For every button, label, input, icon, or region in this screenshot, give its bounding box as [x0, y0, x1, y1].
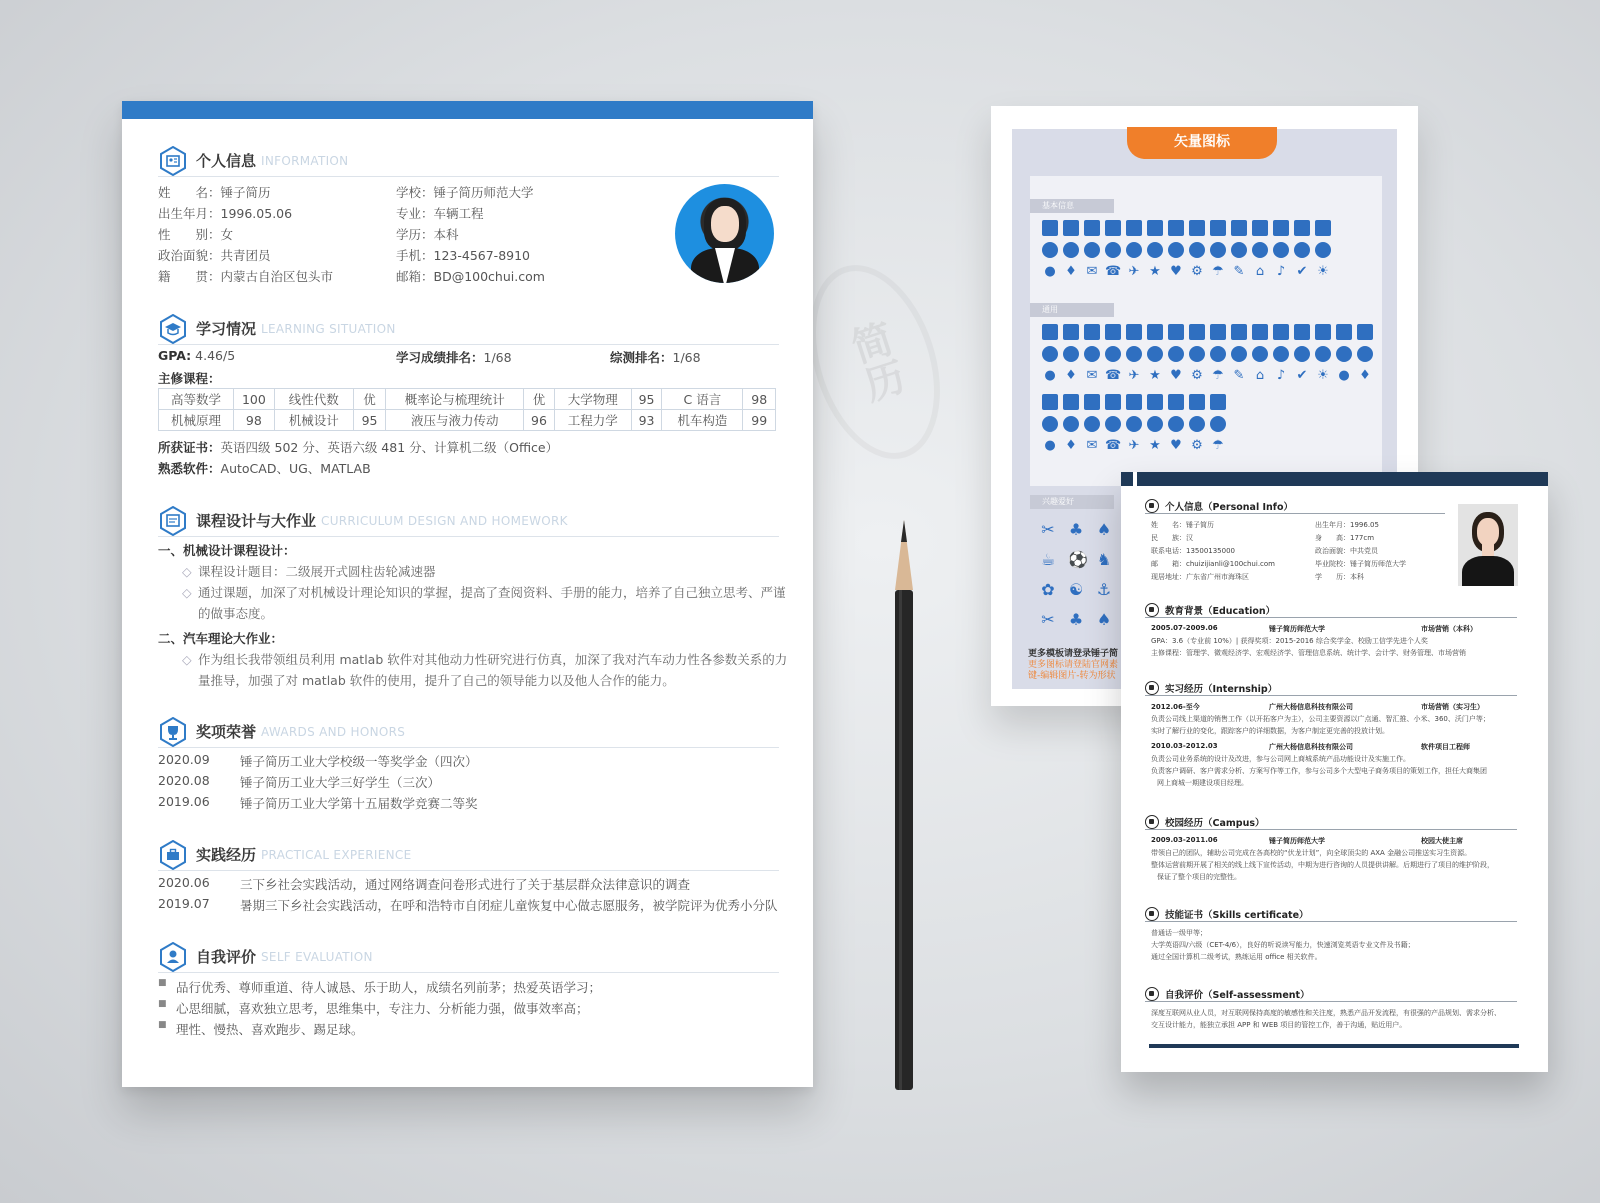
info-major: 专业：车辆工程: [396, 206, 484, 221]
square-bullet-icon: ■: [158, 1020, 167, 1030]
info-gender: 性 别：女: [158, 227, 234, 242]
rb-text: GPA：3.6（专业前 10%）| 获得奖项：2015-2016 综合奖学金、校励工信学先进个人奖: [1151, 637, 1428, 645]
rb-text: 大学英语四/六级（CET-4/6），良好的听说读写能力，快速浏览英语专业文件及书籍；: [1151, 941, 1415, 949]
vector-icon: [1168, 416, 1184, 432]
vector-icon: ☂: [1212, 438, 1224, 453]
vector-icon: ✎: [1233, 264, 1245, 279]
id-card-icon: [158, 146, 188, 176]
rb-text: 深度互联网从业人员，对互联网保持高度的敏感性和关注度，熟悉产品开发流程，有很强的产品规划、需求分析、: [1151, 1009, 1501, 1017]
vector-icon: ♦: [1065, 264, 1077, 279]
course-name: 机械原理: [159, 410, 234, 431]
vector-icon: ●: [1338, 368, 1350, 383]
vector-icon: [1147, 220, 1163, 236]
main-resume-page: [122, 101, 813, 1087]
icon-sheet-banner: 矢量图标: [1127, 127, 1277, 159]
hobby-icon: ♣: [1068, 520, 1084, 539]
vector-icon: [1126, 220, 1142, 236]
curriculum-bullet: 课程设计题目：二级展开式圆柱齿轮减速器: [198, 564, 436, 579]
vector-icon: [1336, 324, 1352, 340]
rb-info: 民 族：汉: [1151, 534, 1193, 542]
diamond-bullet-icon: ◇: [182, 652, 192, 667]
info-school: 学校：锤子简历师范大学: [396, 185, 534, 200]
vector-icon: ☀: [1317, 368, 1329, 383]
course-name: 高等数学: [159, 389, 234, 410]
rb-school: 锤子简历师范大学: [1269, 837, 1325, 845]
vector-icon: ✉: [1086, 264, 1098, 279]
vector-icon: ♥: [1170, 438, 1182, 453]
info-birth: 出生年月：1996.05.06: [158, 206, 293, 221]
vector-icon: ☂: [1212, 368, 1224, 383]
vector-icon: [1042, 324, 1058, 340]
vector-icon: [1231, 346, 1247, 362]
hobby-icon: ✿: [1041, 580, 1055, 599]
course-score: 98: [743, 389, 776, 410]
vector-icon: ✈: [1128, 264, 1140, 279]
rb-text: 带领自己的团队，辅助公司完成在各高校的“伏龙计划”，向全球顶尖的 AXA 金融公司推送实习生资源。: [1151, 849, 1472, 857]
award-date: 2020.08: [158, 773, 210, 788]
rb-info: 姓 名：锤子简历: [1151, 521, 1214, 529]
hobby-icon: ☯: [1068, 580, 1084, 599]
vector-icon: [1189, 242, 1205, 258]
vector-icon: ★: [1149, 438, 1161, 453]
section-subtitle: PRACTICAL EXPERIENCE: [261, 847, 412, 862]
info-politics: 政治面貌：共青团员: [158, 248, 271, 263]
vector-icon: [1294, 324, 1310, 340]
rb-role: 校园大使主席: [1421, 837, 1463, 845]
curriculum-heading-2: 二、汽车理论大作业：: [158, 631, 284, 646]
vector-icon: [1042, 346, 1058, 362]
practice-date: 2019.07: [158, 896, 210, 911]
rb-info: 政治面貌：中共党员: [1315, 547, 1378, 555]
rb-info: 学 历：本科: [1315, 573, 1364, 581]
hobby-icon: ♣: [1068, 610, 1084, 629]
rb-section-title: 校园经历（Campus）: [1165, 817, 1265, 829]
vector-icon: ●: [1044, 264, 1056, 279]
hobby-icon: ☕: [1040, 550, 1056, 569]
section-self-evaluation: [158, 941, 779, 973]
vector-icon: [1357, 324, 1373, 340]
vector-icon: ★: [1149, 368, 1161, 383]
vector-icon: [1210, 242, 1226, 258]
icon-sheet-footnote: 更多模板请登录锤子简 更多图标请登陆官网素 键-编辑图片-转为形状: [1028, 649, 1119, 681]
hobby-icon: ♞: [1096, 550, 1112, 569]
section-title: 自我评价: [196, 948, 257, 966]
section-subtitle: SELF EVALUATION: [261, 949, 373, 964]
rb-text: 负责客户调研、客户需求分析、方案写作等工作，参与公司多个大型电子商务项目的策划工作，担任大商集团: [1151, 767, 1487, 775]
hobby-icon: ✂: [1041, 520, 1055, 539]
rb-text: 负责公司业务系统的设计及改进，参与公司网上商城系统产品功能设计及实施工作。: [1151, 755, 1410, 763]
briefcase-icon: [158, 840, 188, 870]
vector-icon: [1084, 416, 1100, 432]
rb-info: 出生年月：1996.05: [1315, 521, 1379, 529]
vector-icon: [1168, 346, 1184, 362]
second-resume-page: [1121, 472, 1548, 1072]
square-bullet-icon: ■: [158, 999, 167, 1009]
course-name: 大学物理: [554, 389, 631, 410]
hobby-icon: ♠: [1096, 610, 1112, 629]
vector-icon: ☎: [1105, 438, 1122, 453]
course-name: 工程力学: [554, 410, 631, 431]
rb-date: 2012.06-至今: [1151, 703, 1200, 711]
course-score: 95: [353, 410, 385, 431]
course-name: 概率论与梳理统计: [386, 389, 524, 410]
rb-section-internship: [1145, 680, 1517, 696]
vector-icon: [1147, 242, 1163, 258]
course-score: 优: [524, 389, 554, 410]
info-degree: 学历：本科: [396, 227, 459, 242]
vector-icon: ♪: [1276, 368, 1286, 383]
table-row: [159, 389, 776, 410]
vector-icon: [1231, 242, 1247, 258]
user-icon: [158, 942, 188, 972]
vector-icon: [1273, 346, 1289, 362]
vector-icon: [1063, 242, 1079, 258]
vector-icon: [1336, 346, 1352, 362]
rb-text: 保证了整个项目的完整性。: [1157, 873, 1241, 881]
section-title: 奖项荣誉: [196, 723, 257, 741]
rb-info: 联系电话：13500135000: [1151, 547, 1235, 555]
info-hometown: 籍 贯：内蒙古自治区包头市: [158, 269, 334, 284]
practice-date: 2020.06: [158, 875, 210, 890]
vector-icon: [1189, 394, 1205, 410]
icon-group-label: 基本信息: [1030, 199, 1114, 213]
rb-date: 2009.03-2011.06: [1151, 836, 1218, 844]
course-score: 98: [234, 410, 275, 431]
vector-icon: ♥: [1170, 264, 1182, 279]
rb-info: 邮 箱：chuizijianli@100chui.com: [1151, 560, 1275, 568]
vector-icon: [1147, 416, 1163, 432]
vector-icon: [1063, 324, 1079, 340]
id-card-icon: [1145, 499, 1159, 513]
vector-icon: [1210, 346, 1226, 362]
vector-icon: ☎: [1105, 368, 1122, 383]
vector-icon: ✔: [1296, 368, 1308, 383]
vector-icon: [1294, 220, 1310, 236]
briefcase-icon: [1145, 681, 1159, 695]
curriculum-bullet-cont: 量推导，加强了对 matlab 软件的使用，提升了自己的领导能力以及他人合作的能力。: [198, 673, 675, 688]
rb-company: 广州大杨信息科技有限公司: [1269, 703, 1353, 711]
rb-section-campus: [1145, 814, 1517, 830]
diamond-bullet-icon: ◇: [182, 564, 192, 579]
vector-icon: [1063, 346, 1079, 362]
self-item: 品行优秀、尊师重道、待人诚恳、乐于助人，成绩名列前茅；热爱英语学习；: [176, 980, 602, 995]
vector-icon: [1105, 416, 1121, 432]
rb-section-self-assessment: [1145, 986, 1517, 1002]
info-email: 邮箱：BD@100chui.com: [396, 269, 545, 284]
rb-text: 网上商城一期建设项目经理。: [1157, 779, 1248, 787]
rb-school: 锤子简历师范大学: [1269, 625, 1325, 633]
hobby-icon: ⚓: [1096, 580, 1112, 599]
resume-b-bottom-bar: [1149, 1044, 1519, 1048]
square-bullet-icon: ■: [158, 978, 167, 988]
vector-icon: [1210, 394, 1226, 410]
self-item: 心思细腻，喜欢独立思考，思维集中，专注力、分析能力强，做事效率高；: [176, 1001, 589, 1016]
award-date: 2019.06: [158, 794, 210, 809]
rb-section-title: 个人信息（Personal Info）: [1165, 501, 1293, 513]
section-curriculum: [158, 505, 779, 537]
watermark-stamp: 简历: [787, 248, 963, 475]
section-title: 个人信息: [196, 152, 257, 170]
graduation-cap-icon: [158, 314, 188, 344]
course-score: 优: [353, 389, 385, 410]
vector-icon: [1315, 346, 1331, 362]
course-name: 液压与液力传动: [386, 410, 524, 431]
vector-icon: [1126, 324, 1142, 340]
vector-icon: [1252, 346, 1268, 362]
rank-line: 学习成绩排名：1/68: [396, 350, 512, 365]
rb-text: 普通话一级甲等；: [1151, 929, 1207, 937]
diamond-bullet-icon: ◇: [182, 585, 192, 600]
hobby-icon: ⚽: [1068, 550, 1088, 569]
curriculum-bullet: 作为组长我带领组员利用 matlab 软件对其他动力性研究进行仿真，加深了我对汽车动力性各参数关系的力: [198, 652, 788, 667]
section-study: [158, 313, 779, 345]
avatar: [1458, 504, 1518, 586]
vector-icon: [1126, 416, 1142, 432]
vector-icon: ⌂: [1255, 368, 1265, 383]
rb-section-title: 教育背景（Education）: [1165, 605, 1276, 617]
vector-icon: [1084, 346, 1100, 362]
globe-icon: [1145, 815, 1159, 829]
award-date: 2020.09: [158, 752, 210, 767]
section-subtitle: AWARDS AND HONORS: [261, 724, 406, 739]
tools-icon: [1145, 907, 1159, 921]
vector-icon: ⚙: [1191, 368, 1203, 383]
rb-text: 负责公司线上渠道的销售工作（以开拓客户为主），公司主要资源以广点通、智汇推、小米、360、沃门户等；: [1151, 715, 1490, 723]
section-title: 实践经历: [196, 846, 257, 864]
vector-icon: ♦: [1065, 438, 1077, 453]
section-subtitle: LEARNING SITUATION: [261, 321, 396, 336]
course-name: 线性代数: [274, 389, 353, 410]
vector-icon: [1189, 324, 1205, 340]
vector-icon: [1315, 242, 1331, 258]
vector-icon: ♦: [1065, 368, 1077, 383]
rb-info: 毕业院校：锤子简历师范大学: [1315, 560, 1406, 568]
software-line: 熟悉软件：AutoCAD、UG、MATLAB: [158, 461, 371, 476]
practice-text: 暑期三下乡社会实践活动，在呼和浩特市自闭症儿童恢复中心做志愿服务，被学院评为优秀小分队: [240, 898, 778, 913]
rb-role: 软件项目工程师: [1421, 743, 1470, 751]
vector-icon: ⚙: [1191, 264, 1203, 279]
course-name: 机车构造: [662, 410, 743, 431]
course-score: 96: [524, 410, 554, 431]
course-name: 机械设计: [274, 410, 353, 431]
vector-icon: [1147, 324, 1163, 340]
rb-company: 广州大杨信息科技有限公司: [1269, 743, 1353, 751]
rb-section-title: 实习经历（Internship）: [1165, 683, 1278, 695]
icon-panel: [1030, 176, 1382, 486]
icon-group-label: 兴趣爱好: [1030, 495, 1114, 509]
vector-icon: [1084, 220, 1100, 236]
vector-icon: ♦: [1359, 368, 1371, 383]
self-item: 理性、慢热、喜欢跑步、踢足球。: [176, 1022, 364, 1037]
resume-b-top-bar: [1121, 472, 1548, 486]
vector-icon: [1273, 324, 1289, 340]
vector-icon: [1105, 242, 1121, 258]
vector-icon: [1063, 220, 1079, 236]
vector-icon: [1042, 394, 1058, 410]
vector-icon: ✈: [1128, 368, 1140, 383]
resume-top-bar: [122, 101, 813, 119]
rb-section-personal: [1145, 498, 1445, 514]
vector-icon: [1168, 324, 1184, 340]
rb-info: 身 高：177cm: [1315, 534, 1375, 542]
vector-icon: [1315, 324, 1331, 340]
vector-icon: [1252, 242, 1268, 258]
vector-icon: ✉: [1086, 438, 1098, 453]
vector-icon: [1294, 346, 1310, 362]
practice-text: 三下乡社会实践活动，通过网络调查问卷形式进行了关于基层群众法律意识的调查: [240, 877, 691, 892]
course-score: 99: [743, 410, 776, 431]
vector-icon: [1063, 416, 1079, 432]
vector-icon: ✎: [1233, 368, 1245, 383]
vector-icon: [1189, 416, 1205, 432]
course-score: 93: [631, 410, 661, 431]
rb-date: 2005.07-2009.06: [1151, 624, 1218, 632]
section-subtitle: INFORMATION: [261, 153, 349, 168]
info-phone: 手机：123-4567-8910: [396, 248, 531, 263]
curriculum-bullet-cont: 的做事态度。: [198, 606, 274, 621]
vector-icon: ☂: [1212, 264, 1224, 279]
vector-icon: ☎: [1105, 264, 1122, 279]
vector-icon: [1084, 242, 1100, 258]
cert-line: 所获证书：英语四级 502 分、英语六级 481 分、计算机二级（Office）: [158, 440, 559, 455]
graduation-cap-icon: [1145, 603, 1159, 617]
vector-icon: [1042, 220, 1058, 236]
vector-icon: [1189, 220, 1205, 236]
vector-icon: [1231, 324, 1247, 340]
vector-icon: [1084, 394, 1100, 410]
document-icon: [158, 506, 188, 536]
rb-role: 市场营销（实习生）: [1421, 703, 1484, 711]
overall-rank-line: 综测排名：1/68: [610, 350, 701, 365]
rb-date: 2010.03-2012.03: [1151, 742, 1218, 750]
vector-icon: [1126, 242, 1142, 258]
rb-major: 市场营销（本科）: [1421, 625, 1477, 633]
rb-section-title: 自我评价（Self-assessment）: [1165, 989, 1310, 1001]
vector-icon: ♥: [1170, 368, 1182, 383]
course-score: 95: [631, 389, 661, 410]
vector-icon: [1210, 416, 1226, 432]
rb-text: 通过全国计算机二级考试，熟练运用 office 相关软件。: [1151, 953, 1322, 961]
vector-icon: [1168, 242, 1184, 258]
hobby-icon: ♠: [1096, 520, 1112, 539]
rb-section-skills: [1145, 906, 1517, 922]
vector-icon: [1231, 220, 1247, 236]
award-text: 锤子简历工业大学第十五届数学竞赛二等奖: [240, 796, 478, 811]
vector-icon: ●: [1044, 438, 1056, 453]
course-name: C 语言: [662, 389, 743, 410]
vector-icon: ♪: [1276, 264, 1286, 279]
vector-icon: [1210, 324, 1226, 340]
vector-icon: ✔: [1296, 264, 1308, 279]
section-personal-info: [158, 145, 779, 177]
section-title: 学习情况: [196, 320, 257, 338]
vector-icon: [1147, 346, 1163, 362]
info-name: 姓 名：锤子简历: [158, 185, 271, 200]
award-text: 锤子简历工业大学校级一等奖学金（四次）: [240, 754, 478, 769]
trophy-icon: [158, 717, 188, 747]
vector-icon: ●: [1044, 368, 1056, 383]
vector-icon: ★: [1149, 264, 1161, 279]
vector-icon: [1105, 394, 1121, 410]
rb-section-education: [1145, 602, 1517, 618]
pencil-icon: [891, 520, 917, 1090]
course-score: 100: [234, 389, 275, 410]
table-row: [159, 410, 776, 431]
gpa-line: GPA: 4.46/5: [158, 348, 236, 363]
section-subtitle: CURRICULUM DESIGN AND HOMEWORK: [321, 513, 568, 528]
vector-icon: [1168, 394, 1184, 410]
vector-icon: [1105, 324, 1121, 340]
hobby-icon: ✂: [1041, 610, 1055, 629]
rb-info: 现居地址：广东省广州市海珠区: [1151, 573, 1249, 581]
vector-icon: [1273, 220, 1289, 236]
vector-icon: [1294, 242, 1310, 258]
vector-icon: [1315, 220, 1331, 236]
vector-icon: [1126, 394, 1142, 410]
rb-text: 整体运营前期开展了相关的线上线下宣传活动，中期为进行咨询的人员提供讲解。后期进行了项目的维护阶段，: [1151, 861, 1494, 869]
vector-icon: [1147, 394, 1163, 410]
vector-icon: [1042, 242, 1058, 258]
rb-text: 主修课程：管理学、微观经济学、宏观经济学、管理信息系统、统计学、会计学、财务管理、市场营销: [1151, 649, 1466, 657]
vector-icon: [1063, 394, 1079, 410]
icon-group-label: 通用: [1030, 303, 1114, 317]
vector-icon: [1042, 416, 1058, 432]
vector-icon: [1084, 324, 1100, 340]
vector-icon: [1252, 220, 1268, 236]
section-awards: [158, 716, 779, 748]
vector-icon: ⚙: [1191, 438, 1203, 453]
vector-icon: [1357, 346, 1373, 362]
curriculum-heading-1: 一、机械设计课程设计：: [158, 543, 296, 558]
vector-icon: [1105, 346, 1121, 362]
rb-text: 实时了解行业的变化，跟踪客户的详细数据，为客户制定更完善的投放计划。: [1151, 727, 1389, 735]
vector-icon: [1252, 324, 1268, 340]
rb-text: 交互设计能力，能独立承担 APP 和 WEB 项目的管控工作，善于沟通，贴近用户。: [1151, 1021, 1407, 1029]
curriculum-bullet: 通过课题，加深了对机械设计理论知识的掌握，提高了查阅资料、手册的能力，培养了自己独立思考、严谨: [198, 585, 786, 600]
vector-icon: ✉: [1086, 368, 1098, 383]
section-practice: [158, 839, 779, 871]
vector-icon: ⌂: [1255, 264, 1265, 279]
vector-icon: ✈: [1128, 438, 1140, 453]
vector-icon: [1210, 220, 1226, 236]
vector-icon: [1168, 220, 1184, 236]
award-text: 锤子简历工业大学三好学生（三次）: [240, 775, 441, 790]
edit-icon: [1145, 987, 1159, 1001]
rb-section-title: 技能证书（Skills certificate）: [1165, 909, 1309, 921]
vector-icon: [1126, 346, 1142, 362]
vector-icon: [1189, 346, 1205, 362]
section-title: 课程设计与大作业: [196, 512, 317, 530]
vector-icon: [1105, 220, 1121, 236]
courses-label: 主修课程：: [158, 371, 221, 386]
vector-icon: [1273, 242, 1289, 258]
vector-icon: ☀: [1317, 264, 1329, 279]
avatar: [675, 184, 774, 283]
